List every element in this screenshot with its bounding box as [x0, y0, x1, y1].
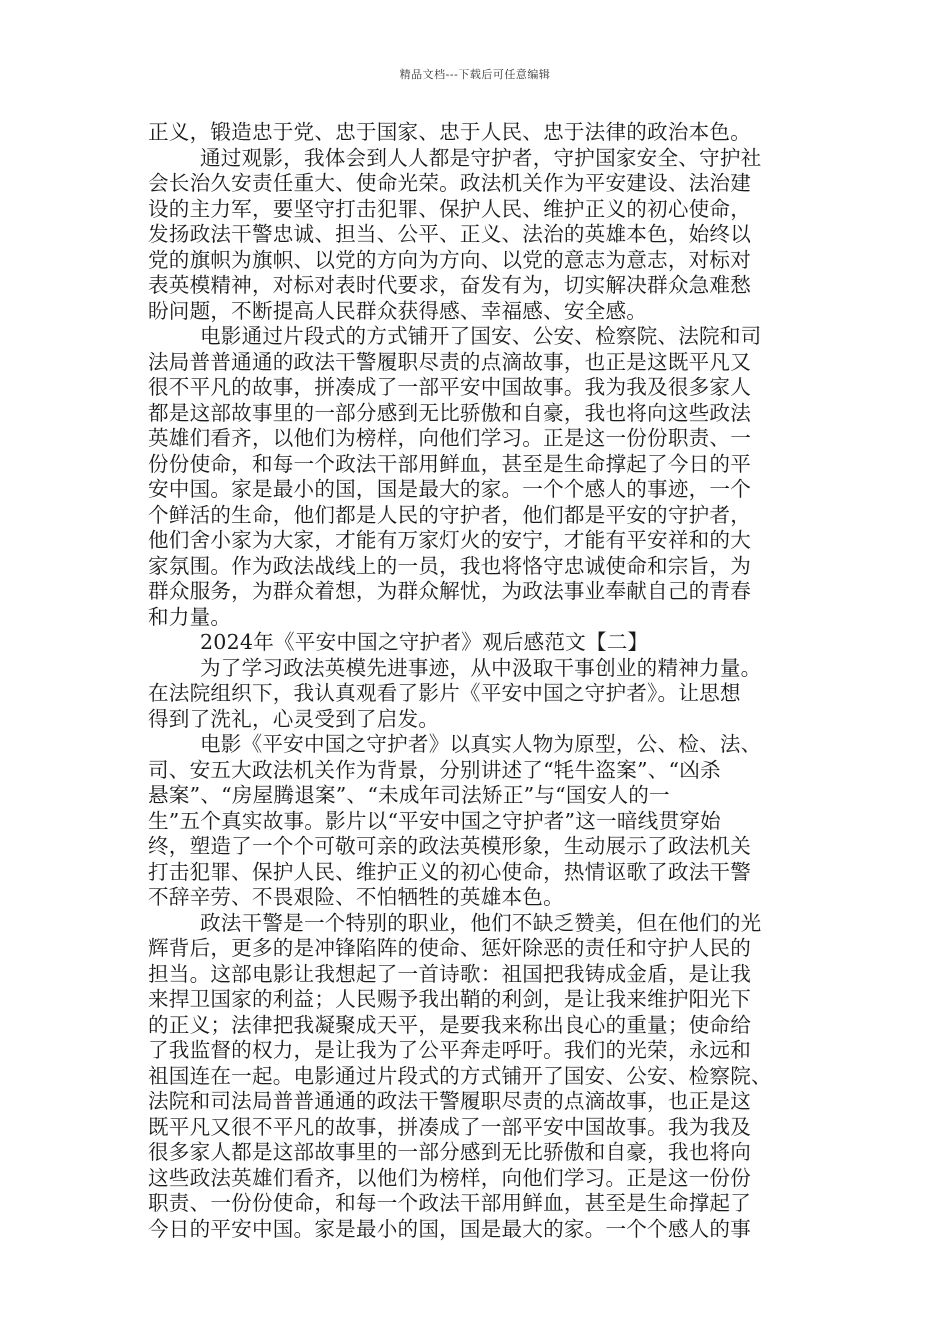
- text-line: 群众服务，为群众着想，为群众解忧，为政法事业奉献自己的青春: [148, 579, 752, 603]
- page-header: 精品文档---下载后可任意编辑: [399, 68, 551, 81]
- text-line: 祖国连在一起。电影通过片段式的方式铺开了国安、公安、检察院、: [148, 1063, 772, 1088]
- text-line: 盼问题，不断提高人民群众获得感、幸福感、安全感。: [148, 298, 648, 323]
- text-line: 司、安五大政法机关作为背景，分别讲述了“牦牛盗案”、“凶杀: [148, 757, 721, 782]
- text-line: 党的旗帜为旗帜、以党的方向为方向、以党的意志为意志，对标对: [148, 247, 752, 272]
- text-line: 终，塑造了一个个可敬可亲的政法英模形象，生动展示了政法机关: [148, 834, 752, 858]
- text-line: 都是这部故事里的一部分感到无比骄傲和自豪，我也将向这些政法: [148, 400, 752, 425]
- text-line: 很不平凡的故事，拼凑成了一部平安中国故事。我为我及很多家人: [148, 375, 752, 399]
- text-line: 既平凡又很不平凡的故事，拼凑成了一部平安中国故事。我为我及: [148, 1114, 752, 1139]
- text-line: 他们舍小家为大家，才能有万家灯火的安宁，才能有平安祥和的大: [148, 528, 752, 552]
- text-line: 这些政法英雄们看齐，以他们为榜样，向他们学习。正是这一份份: [148, 1165, 752, 1190]
- text-line: 得到了洗礼，心灵受到了启发。: [148, 706, 440, 731]
- text-line: 安中国。家是最小的国，国是最大的家。一个个感人的事迹，一个: [148, 477, 752, 501]
- text-line: 个鲜活的生命，他们都是人民的守护者，他们都是平安的守护者，: [148, 502, 752, 527]
- text-line: 设的主力军，要坚守打击犯罪、保护人民、维护正义的初心使命，: [148, 196, 752, 221]
- text-line: 正义，锻造忠于党、忠于国家、忠于人民、忠于法律的政治本色。: [148, 120, 752, 144]
- text-line: 为了学习政法英模先进事迹，从中汲取干事创业的精神力量。: [200, 655, 762, 680]
- text-line: 2024年《平安中国之守护者》观后感范文【二】: [200, 630, 649, 654]
- text-line: 职责、一份份使命，和每一个政法干部用鲜血，甚至是生命撑起了: [148, 1191, 752, 1215]
- text-line: 英雄们看齐，以他们为榜样，向他们学习。正是这一份份职责、一: [148, 426, 752, 450]
- text-line: 了我监督的权力，是让我为了公平奔走呼吁。我们的光荣，永远和: [148, 1038, 752, 1062]
- text-line: 很多家人都是这部故事里的一部分感到无比骄傲和自豪，我也将向: [148, 1140, 752, 1164]
- text-line: 电影通过片段式的方式铺开了国安、公安、检察院、法院和司: [200, 324, 762, 348]
- text-line: 家氛围。作为政法战线上的一员，我也将恪守忠诚使命和宗旨，为: [148, 553, 752, 578]
- text-line: 今日的平安中国。家是最小的国，国是最大的家。一个个感人的事: [148, 1216, 752, 1241]
- text-line: 份份使命，和每一个政法干部用鲜血，甚至是生命撑起了今日的平: [148, 451, 752, 476]
- text-line: 生”五个真实故事。影片以“平安中国之守护者”这一暗线贯穿始: [148, 808, 721, 833]
- text-line: 政法干警是一个特别的职业，他们不缺乏赞美，但在他们的光: [200, 910, 762, 935]
- text-line: 通过观影，我体会到人人都是守护者，守护国家安全、守护社: [200, 145, 762, 170]
- text-line: 和力量。: [148, 604, 232, 629]
- text-line: 的正义；法律把我凝聚成天平，是要我来称出良心的重量；使命给: [148, 1012, 752, 1037]
- text-line: 来捍卫国家的利益；人民赐予我出鞘的利剑，是让我来维护阳光下: [148, 987, 752, 1011]
- text-line: 辉背后，更多的是冲锋陷阵的使命、惩奸除恶的责任和守护人民的: [148, 936, 752, 960]
- text-line: 法院和司法局普普通通的政法干警履职尽责的点滴故事，也正是这: [148, 1089, 752, 1113]
- text-line: 打击犯罪、保护人民、维护正义的初心使命，热情讴歌了政法干警: [148, 859, 752, 884]
- text-line: 发扬政法干警忠诚、担当、公平、正义、法治的英雄本色，始终以: [148, 222, 752, 246]
- text-line: 担当。这部电影让我想起了一首诗歌：祖国把我铸成金盾，是让我: [148, 961, 752, 986]
- text-line: 不辞辛劳、不畏艰险、不怕牺牲的英雄本色。: [148, 885, 564, 909]
- text-line: 法局普普通通的政法干警履职尽责的点滴故事，也正是这既平凡又: [148, 349, 752, 374]
- text-line: 悬案”、“房屋腾退案”、“未成年司法矫正”与“国安人的一: [148, 783, 670, 807]
- text-line: 在法院组织下，我认真观看了影片《平安中国之守护者》。让思想: [148, 681, 741, 705]
- document-body: [148, 120, 808, 1242]
- text-line: 表英模精神，对标对表时代要求，奋发有为，切实解决群众急难愁: [148, 273, 752, 297]
- text-line: 电影《平安中国之守护者》以真实人物为原型，公、检、法、: [200, 732, 762, 756]
- text-line: 会长治久安责任重大、使命光荣。政法机关作为平安建设、法治建: [148, 171, 752, 195]
